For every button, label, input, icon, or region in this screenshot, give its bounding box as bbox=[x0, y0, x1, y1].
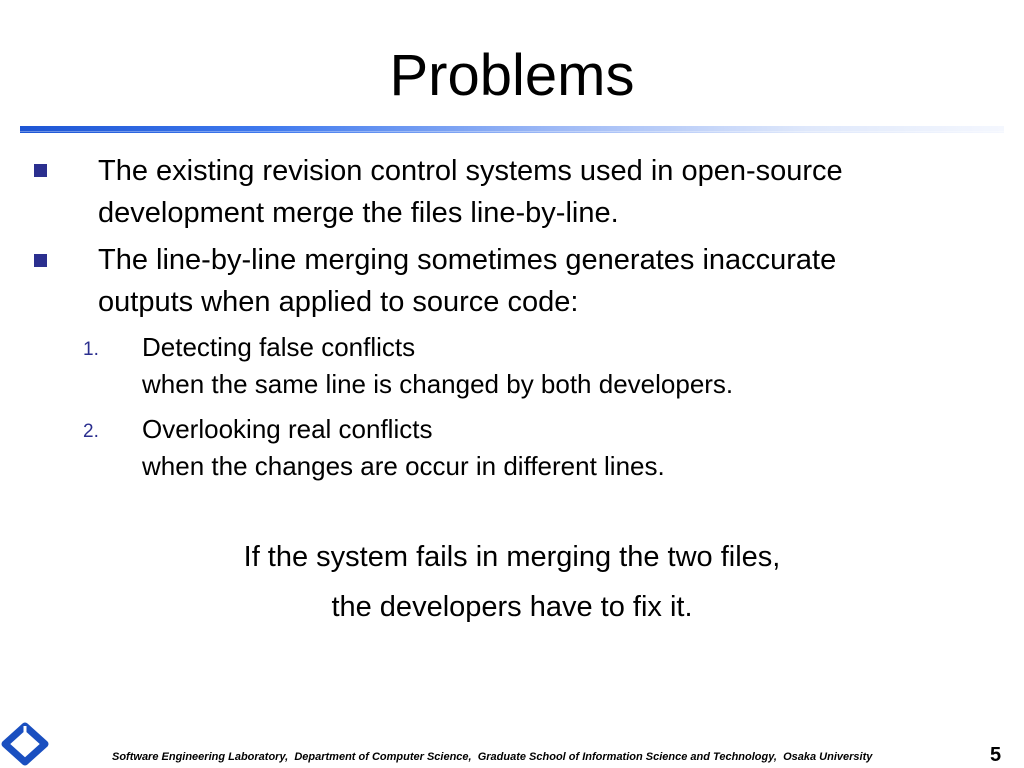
slide-title: Problems bbox=[389, 43, 635, 108]
bullet-1-line-2: development merge the files line-by-line. bbox=[98, 197, 619, 229]
sub-item-2-detail: when the changes are occur in different lines. bbox=[142, 451, 665, 481]
sub-item-1-number: 1. bbox=[83, 339, 99, 360]
footer-affiliation: Software Engineering Laboratory, Department of Computer Science, Graduate School of Information Science and Technology, Osaka University bbox=[112, 751, 873, 763]
sub-item-2-number: 2. bbox=[83, 421, 99, 442]
sub-item-2-heading: Overlooking real conflicts bbox=[142, 414, 433, 444]
osaka-university-logo-icon bbox=[0, 722, 50, 766]
bullet-marker bbox=[34, 164, 47, 177]
conclusion-line-2: the developers have to fix it. bbox=[331, 591, 693, 623]
conclusion-line-1: If the system fails in merging the two files, bbox=[243, 541, 781, 573]
bullet-marker bbox=[34, 254, 47, 267]
page-number: 5 bbox=[990, 744, 1002, 766]
bullet-2-line-2: outputs when applied to source code: bbox=[98, 286, 579, 318]
sub-item-1-heading: Detecting false conflicts bbox=[142, 332, 416, 362]
title-divider bbox=[20, 126, 1004, 133]
bullet-1-line-1: The existing revision control systems used in open-source bbox=[98, 155, 843, 187]
sub-item-1-detail: when the same line is changed by both developers. bbox=[142, 369, 734, 399]
bullet-2-line-1: The line-by-line merging sometimes generates inaccurate bbox=[98, 244, 837, 276]
